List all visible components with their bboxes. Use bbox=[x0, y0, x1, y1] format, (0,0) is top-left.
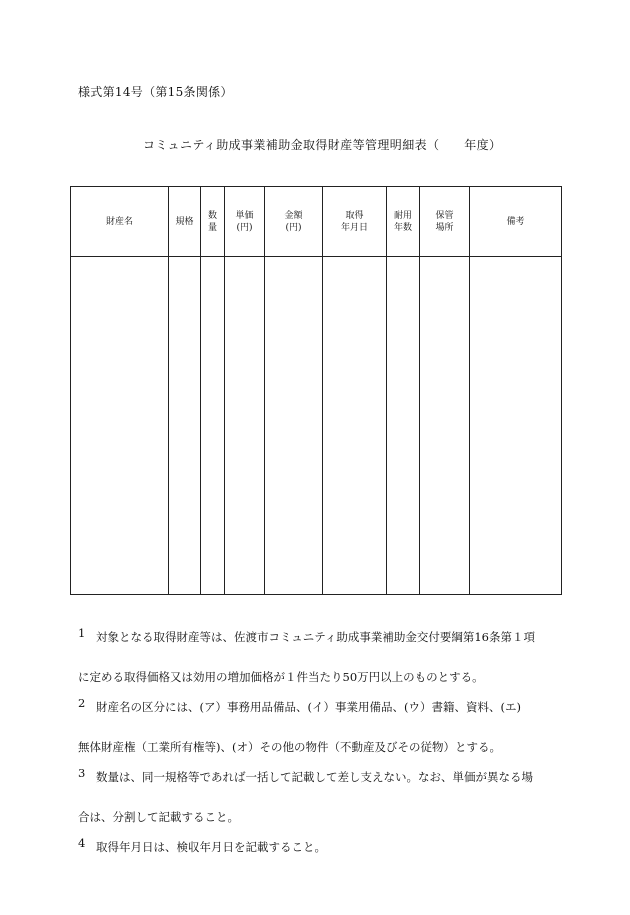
cell-storage-location[interactable] bbox=[420, 257, 470, 595]
header-specification: 規格 bbox=[169, 187, 201, 257]
header-storage-location: 保管 場所 bbox=[420, 187, 470, 257]
note-text-continued: 無体財産権（工業所有権等)、(オ）その他の物件（不動産及びその従物）とする。 bbox=[78, 739, 501, 754]
header-remarks: 備考 bbox=[470, 187, 562, 257]
note-text: 取得年月日は、検収年月日を記載すること。 bbox=[96, 840, 326, 854]
header-quantity: 数 量 bbox=[201, 187, 225, 257]
cell-amount[interactable] bbox=[265, 257, 323, 595]
notes-section bbox=[78, 626, 568, 867]
note-item bbox=[78, 766, 568, 825]
note-number: 2 bbox=[78, 696, 86, 710]
cell-remarks[interactable] bbox=[470, 257, 562, 595]
cell-unit-price[interactable] bbox=[225, 257, 265, 595]
header-amount: 金額 (円) bbox=[265, 187, 323, 257]
form-number: 様式第14号（第15条関係） bbox=[78, 85, 233, 99]
document-title: コミュニティ助成事業補助金取得財産等管理明細表（ 年度） bbox=[143, 138, 502, 152]
note-number: 4 bbox=[78, 836, 86, 850]
header-property-name: 財産名 bbox=[71, 187, 169, 257]
note-text-continued: 合は、分割して記載すること。 bbox=[78, 809, 239, 824]
header-useful-life: 耐用 年数 bbox=[387, 187, 420, 257]
note-item bbox=[78, 626, 568, 685]
note-text: 数量は、同一規格等であれば一括して記載して差し支えない。なお、単価が異なる場 bbox=[96, 770, 533, 784]
cell-useful-life[interactable] bbox=[387, 257, 420, 595]
note-text-continued: に定める取得価格又は効用の増加価格が１件当たり50万円以上のものとする。 bbox=[78, 669, 484, 684]
note-item bbox=[78, 696, 568, 755]
header-acquisition-date: 取得 年月日 bbox=[323, 187, 387, 257]
cell-acquisition-date[interactable] bbox=[323, 257, 387, 595]
note-text: 財産名の区分には、(ア）事務用品備品、(イ）事業用備品、(ウ）書籍、資料、(エ) bbox=[96, 700, 521, 714]
cell-quantity[interactable] bbox=[201, 257, 225, 595]
note-number: 3 bbox=[78, 766, 86, 780]
table-header-row bbox=[71, 187, 562, 257]
cell-property-name[interactable] bbox=[71, 257, 169, 595]
table-body-row bbox=[71, 257, 562, 595]
property-ledger-table bbox=[70, 186, 562, 595]
note-item bbox=[78, 836, 568, 867]
note-text: 対象となる取得財産等は、佐渡市コミュニティ助成事業補助金交付要綱第16条第１項 bbox=[96, 630, 535, 644]
cell-specification[interactable] bbox=[169, 257, 201, 595]
header-unit-price: 単価 (円) bbox=[225, 187, 265, 257]
note-number: 1 bbox=[78, 626, 86, 640]
